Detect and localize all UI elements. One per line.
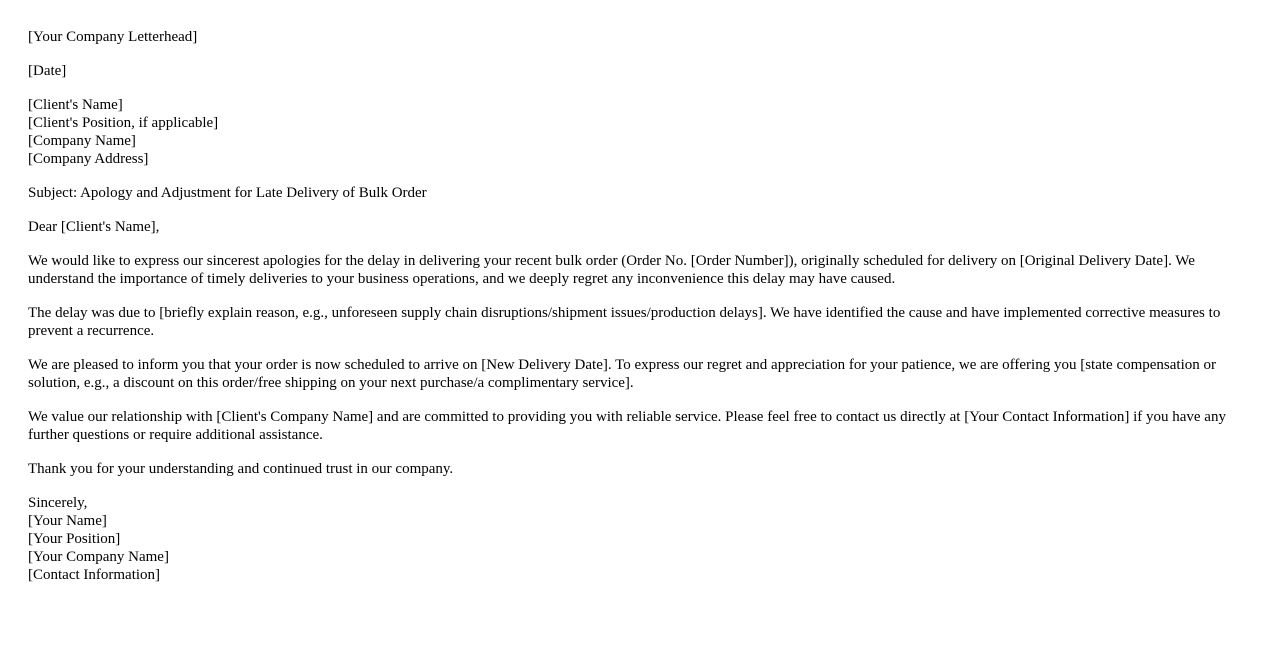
valediction: Sincerely, (28, 495, 88, 511)
recipient-name: [Client's Name] (28, 97, 123, 113)
sender-position: [Your Position] (28, 531, 121, 547)
sender-company: [Your Company Name] (28, 549, 169, 565)
recipient-address: [Company Address] (28, 151, 149, 167)
subject-block (28, 184, 1252, 202)
subject-line: Subject: Apology and Adjustment for Late Delivery of Bulk Order (28, 185, 427, 201)
letter (28, 28, 1252, 600)
date-block (28, 62, 1252, 80)
body-paragraph-1: We would like to express our sincerest apologies for the delay in delivering your recent bulk order (Order No. [Order Number]), originally scheduled for delivery on [Original Delivery Date]. We understand the importance of timely deliveries to your business operations, and we deeply regret any inconvenience this delay may have caused. (28, 253, 1195, 287)
salutation-block (28, 218, 1252, 236)
closing-block (28, 494, 1252, 584)
letterhead-block (28, 28, 1252, 46)
body-paragraph-5: Thank you for your understanding and continued trust in our company. (28, 461, 454, 477)
recipient-position: [Client's Position, if applicable] (28, 115, 219, 131)
salutation: Dear [Client's Name], (28, 219, 160, 235)
body-paragraph-3: We are pleased to inform you that your order is now scheduled to arrive on [New Delivery Date]. To express our regret and appreciation for your patience, we are offering you [state compensation or solution, e.g., a discount on this order/free shipping on your next purchase/a complimentary service]. (28, 357, 1217, 391)
body-paragraph-2: The delay was due to [briefly explain reason, e.g., unforeseen supply chain disruptions/shipment issues/production delays]. We have identified the cause and have implemented corrective measures to prevent a recurrence. (28, 305, 1221, 339)
recipient-company: [Company Name] (28, 133, 136, 149)
sender-name: [Your Name] (28, 513, 107, 529)
sender-contact: [Contact Information] (28, 567, 161, 583)
letter-date: [Date] (28, 63, 67, 79)
letterhead: [Your Company Letterhead] (28, 29, 198, 45)
body-paragraph-4: We value our relationship with [Client's Company Name] and are committed to providing you with reliable service. Please feel free to contact us directly at [Your Contact Information] if you have any further questions or require additional assistance. (28, 409, 1226, 443)
recipient-block (28, 96, 1252, 168)
